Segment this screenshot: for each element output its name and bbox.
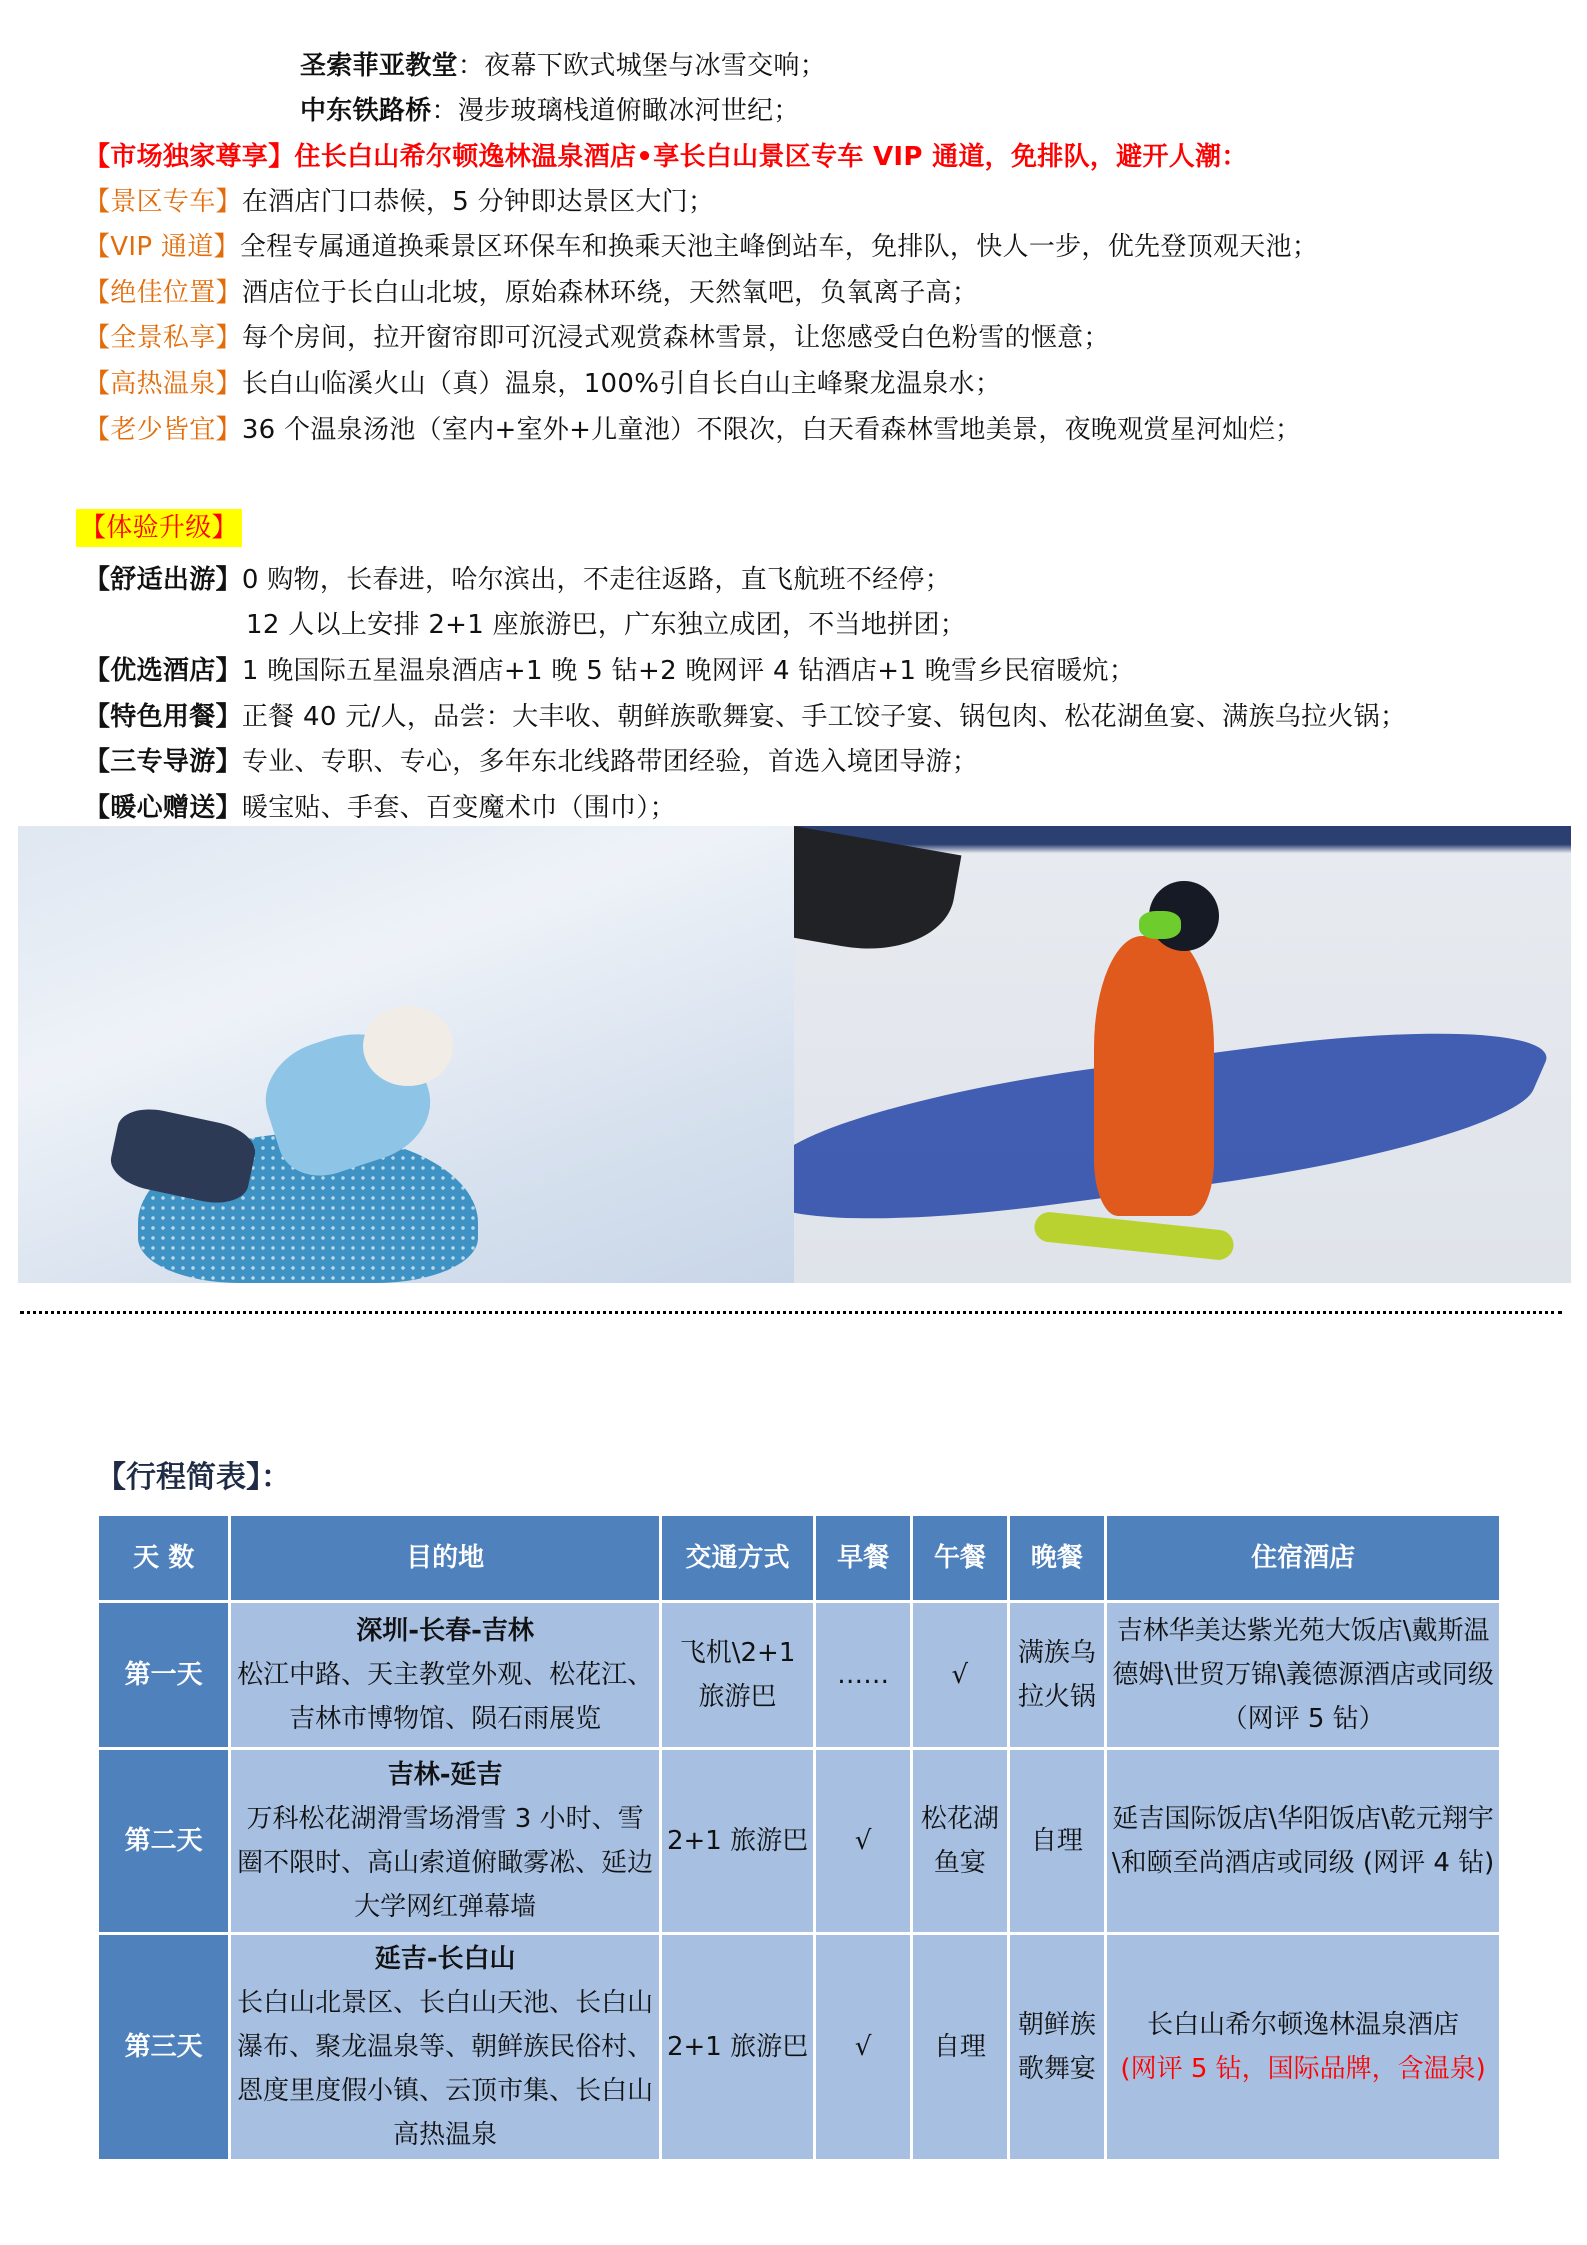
breakfast-cell: √ bbox=[816, 1750, 910, 1932]
upgrade-tag: 【特色用餐】 bbox=[84, 702, 242, 732]
route-title: 吉林-延吉 bbox=[387, 1760, 503, 1790]
upgrade-item bbox=[84, 651, 1135, 691]
upgrade-heading-wrap bbox=[76, 508, 242, 548]
upgrade-text: 1 晚国际五星温泉酒店+1 晚 5 钻+2 晚网评 4 钻酒店+1 晚雪乡民宿暖炕； bbox=[241, 656, 1136, 686]
upgrade-item bbox=[84, 560, 951, 600]
upgrade-text: 0 购物，长春进，哈尔滨出，不走往返路，直飞航班不经停； bbox=[241, 565, 952, 595]
goggles-shape bbox=[1139, 911, 1181, 939]
photo-snow-tube bbox=[18, 826, 794, 1283]
exclusive-text: 在酒店门口恭候，5 分钟即达景区大门； bbox=[241, 187, 715, 217]
day-cell: 第一天 bbox=[99, 1603, 228, 1747]
snowboard-shape bbox=[1033, 1211, 1235, 1262]
transport-cell: 2+1 旅游巴 bbox=[662, 1750, 813, 1932]
hotel-name: 长白山希尔顿逸林温泉酒店 bbox=[1147, 2010, 1460, 2040]
lunch-cell: 松花湖鱼宴 bbox=[913, 1750, 1007, 1932]
adult-arm-shape bbox=[794, 826, 961, 964]
table-row bbox=[99, 1750, 1499, 1932]
exclusive-tag: 【全景私享】 bbox=[84, 323, 242, 353]
hotel-cell bbox=[1107, 1603, 1499, 1747]
upgrade-tag: 【三专导游】 bbox=[84, 747, 242, 777]
breakfast-cell: …… bbox=[816, 1603, 910, 1747]
col-header-breakfast: 早餐 bbox=[816, 1516, 910, 1600]
col-header-lunch: 午餐 bbox=[913, 1516, 1007, 1600]
sights-text: 长白山北景区、长白山天池、长白山瀑布、聚龙温泉等、朝鲜族民俗村、恩度里度假小镇、云顶市集、长白山高热温泉 bbox=[237, 1988, 654, 2150]
upgrade-text: 正餐 40 元/人，品尝：大丰收、朝鲜族歌舞宴、手工饺子宴、锅包肉、松花湖鱼宴、满族乌拉火锅； bbox=[241, 702, 1407, 732]
upgrade-tag: 【暖心赠送】 bbox=[84, 793, 242, 823]
destination-cell bbox=[231, 1935, 658, 2159]
hotel-cell bbox=[1107, 1935, 1499, 2159]
upgrade-text: 专业、专职、专心，多年东北线路带团经验，首选入境团导游； bbox=[241, 747, 979, 777]
photo-strip bbox=[18, 826, 1571, 1283]
exclusive-tag: 【景区专车】 bbox=[84, 187, 242, 217]
exclusive-item bbox=[84, 318, 1110, 358]
hotel-name: 吉林华美达紫光苑大饭店\戴斯温德姆\世贸万锦\義德源酒店或同级（网评 5 钻） bbox=[1112, 1616, 1494, 1734]
hotel-name: 延吉国际饭店\华阳饭店\乾元翔宇\和颐至尚酒店或同级 (网评 4 钻) bbox=[1111, 1804, 1495, 1878]
route-title: 深圳-长春-吉林 bbox=[356, 1616, 534, 1646]
dinner-cell: 朝鲜族歌舞宴 bbox=[1010, 1935, 1105, 2159]
upgrade-tag: 【舒适出游】 bbox=[84, 565, 242, 595]
exclusive-text: 每个房间，拉开窗帘即可沉浸式观赏森林雪景，让您感受白色粉雪的惬意； bbox=[241, 323, 1110, 353]
col-header-destination: 目的地 bbox=[231, 1516, 658, 1600]
exclusive-tag: 【VIP 通道】 bbox=[84, 232, 240, 262]
route-title: 延吉-长白山 bbox=[374, 1944, 516, 1974]
table-header-row bbox=[99, 1516, 1499, 1600]
hotel-cell bbox=[1107, 1750, 1499, 1932]
dotted-divider bbox=[20, 1311, 1562, 1314]
exclusive-heading: 【市场独家尊享】住长白山希尔顿逸林温泉酒店•享长白山景区专车 VIP 通道，免排队，避开人潮： bbox=[84, 142, 1248, 172]
intro-line-sophia bbox=[300, 46, 826, 86]
upgrade-heading: 【体验升级】 bbox=[76, 509, 242, 547]
intro-text: ：漫步玻璃栈道俯瞰冰河世纪； bbox=[431, 96, 800, 126]
exclusive-text: 酒店位于长白山北坡，原始森林环绕，天然氧吧，负氧离子高； bbox=[241, 278, 979, 308]
col-header-dinner: 晚餐 bbox=[1010, 1516, 1105, 1600]
exclusive-tag: 【高热温泉】 bbox=[84, 369, 242, 399]
itinerary-title: 【行程简表】： bbox=[96, 1460, 291, 1495]
intro-line-bridge bbox=[300, 91, 800, 131]
destination-cell bbox=[231, 1603, 658, 1747]
col-header-hotel: 住宿酒店 bbox=[1107, 1516, 1499, 1600]
intro-label: 圣索菲亚教堂 bbox=[300, 51, 458, 81]
day-cell: 第二天 bbox=[99, 1750, 228, 1932]
exclusive-text: 长白山临溪火山（真）温泉，100%引自长白山主峰聚龙温泉水； bbox=[241, 369, 1002, 399]
table-row bbox=[99, 1603, 1499, 1747]
col-header-transport: 交通方式 bbox=[662, 1516, 813, 1600]
exclusive-item bbox=[84, 410, 1301, 450]
photo-snowboard bbox=[794, 826, 1571, 1283]
sights-text: 松江中路、天主教堂外观、松花江、吉林市博物馆、陨石雨展览 bbox=[237, 1660, 654, 1734]
intro-label: 中东铁路桥 bbox=[300, 96, 432, 126]
kid-hat-shape bbox=[363, 1006, 453, 1086]
destination-cell bbox=[231, 1750, 658, 1932]
transport-cell: 2+1 旅游巴 bbox=[662, 1935, 813, 2159]
exclusive-item bbox=[84, 182, 714, 222]
transport-cell: 飞机\2+1 旅游巴 bbox=[662, 1603, 813, 1747]
table-row bbox=[99, 1935, 1499, 2159]
upgrade-item bbox=[84, 788, 676, 828]
itinerary-table bbox=[96, 1513, 1502, 2162]
intro-text: ：夜幕下欧式城堡与冰雪交响； bbox=[457, 51, 827, 81]
upgrade-item bbox=[84, 697, 1406, 737]
exclusive-text: 36 个温泉汤池（室内+室外+儿童池）不限次，白天看森林雪地美景，夜晚观赏星河灿烂； bbox=[241, 415, 1302, 445]
kid-boots-shape bbox=[106, 1102, 260, 1209]
col-header-day: 天 数 bbox=[99, 1516, 228, 1600]
day-cell: 第三天 bbox=[99, 1935, 228, 2159]
exclusive-item bbox=[84, 273, 978, 313]
upgrade-item bbox=[84, 742, 978, 782]
dinner-cell: 自理 bbox=[1010, 1750, 1105, 1932]
breakfast-cell: √ bbox=[816, 1935, 910, 2159]
lunch-cell: 自理 bbox=[913, 1935, 1007, 2159]
exclusive-item bbox=[84, 227, 1318, 267]
exclusive-tag: 【老少皆宜】 bbox=[84, 415, 242, 445]
exclusive-tag: 【绝佳位置】 bbox=[84, 278, 242, 308]
upgrade-tag: 【优选酒店】 bbox=[84, 656, 242, 686]
kid-snowsuit-shape bbox=[1094, 936, 1214, 1216]
exclusive-item bbox=[84, 364, 1001, 404]
upgrade-item-continuation: 12 人以上安排 2+1 座旅游巴，广东独立成团，不当地拼团； bbox=[246, 610, 967, 640]
hotel-note: (网评 5 钻，国际品牌，含温泉) bbox=[1120, 2054, 1486, 2084]
lunch-cell: √ bbox=[913, 1603, 1007, 1747]
upgrade-text: 暖宝贴、手套、百变魔术巾（围巾）； bbox=[241, 793, 676, 823]
exclusive-text: 全程专属通道换乘景区环保车和换乘天池主峰倒站车，免排队，快人一步，优先登顶观天池； bbox=[239, 232, 1319, 262]
sights-text: 万科松花湖滑雪场滑雪 3 小时、雪圈不限时、高山索道俯瞰雾凇、延边大学网红弹幕墙 bbox=[237, 1804, 654, 1922]
dinner-cell: 满族乌拉火锅 bbox=[1010, 1603, 1105, 1747]
